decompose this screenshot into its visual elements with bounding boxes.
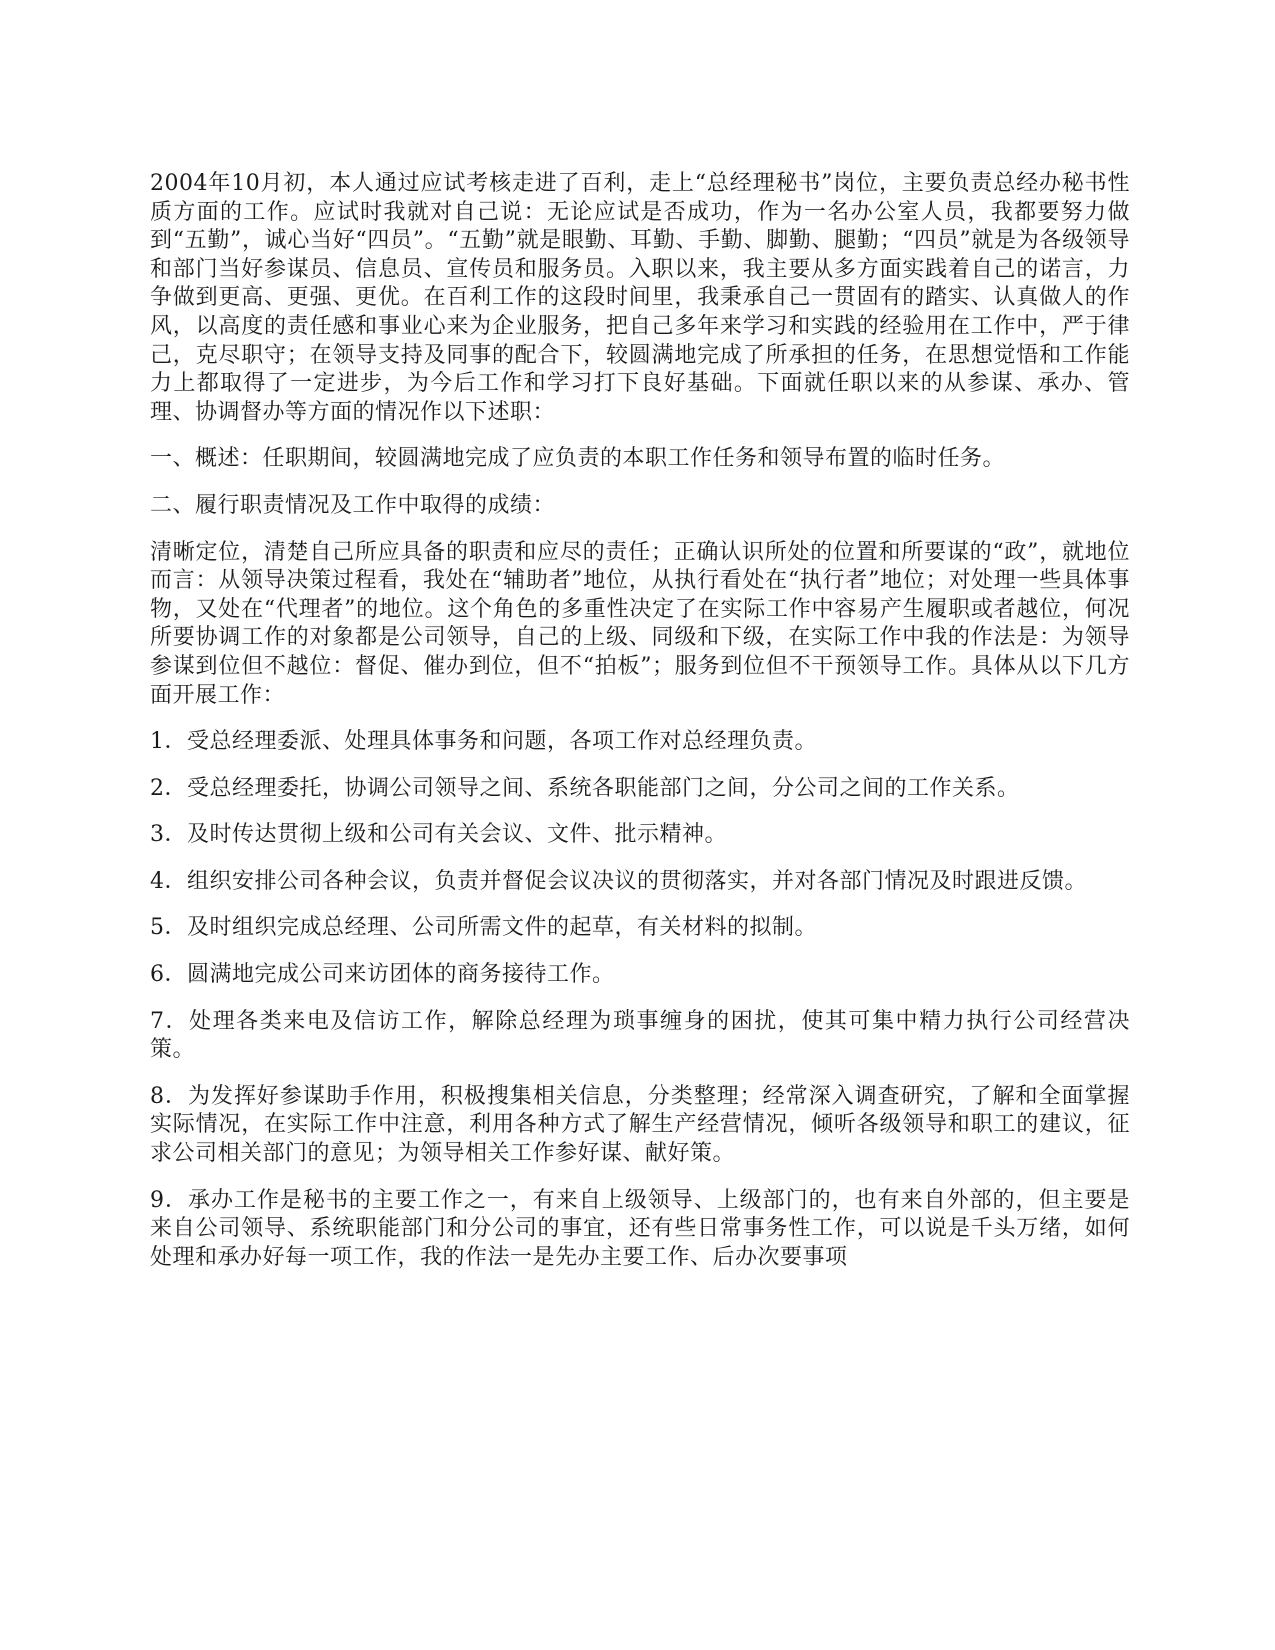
list-item: 5．及时组织完成总经理、公司所需文件的起草，有关材料的拟制。 <box>150 915 817 941</box>
list-item: 3．及时传达贯彻上级和公司有关会议、文件、批示精神。 <box>150 822 727 848</box>
paragraph-section-heading: 二、履行职责情况及工作中取得的成绩： <box>150 492 556 518</box>
list-item: 7．处理各类来电及信访工作，解除总经理为琐事缠身的困扰，使其可集中精力执行公司经营决策。 <box>150 1008 1130 1063</box>
document-body <box>150 170 1130 1290</box>
list-item: 9．承办工作是秘书的主要工作之一，有来自上级领导、上级部门的，也有来自外部的，但主要是来自公司领导、系统职能部门和分公司的事宜，还有些日常事务性工作，可以说是千头万绪，如何处理和承办好每一项工作，我的作法一是先办主要工作、后办次要事项 <box>150 1187 1130 1270</box>
list-item: 2．受总经理委托，协调公司领导之间、系统各职能部门之间，分公司之间的工作关系。 <box>150 775 1020 801</box>
paragraph-intro: 2004年10月初，本人通过应试考核走进了百利，走上“总经理秘书”岗位，主要负责总经办秘书性质方面的工作。应试时我就对自己说：无论应试是否成功，作为一名办公室人员，我都要努力做到“五勤”，诚心当好“四员”。“五勤”就是眼勤、耳勤、手勤、脚勤、腿勤；“四员”就是为各级领导和部门当好参谋员、信息员、宣传员和服务员。入职以来，我主要从多方面实践着自己的诺言，力争做到更高、更强、更优。在百利工作的这段时间里，我秉承自己一贯固有的踏实、认真做人的作风，以高度的责任感和事业心来为企业服务，把自己多年来学习和实践的经验用在工作中，严于律己，克尽职守；在领导支持及同事的配合下，较圆满地完成了所承担的任务，在思想觉悟和工作能力上都取得了一定进步，为今后工作和学习打下良好基础。下面就任职以来的从参谋、承办、管理、协调督办等方面的情况作以下述职： <box>150 171 1130 425</box>
paragraph-overview: 一、概述：任职期间，较圆满地完成了应负责的本职工作任务和领导布置的临时任务。 <box>150 446 1006 472</box>
list-item: 6．圆满地完成公司来访团体的商务接待工作。 <box>150 962 615 988</box>
paragraph-positioning: 清晰定位，清楚自己所应具备的职责和应尽的责任；正确认识所处的位置和所要谋的“政”，就地位而言：从领导决策过程看，我处在“辅助者”地位，从执行看处在“执行者”地位；对处理一些具体事物，又处在“代理者”的地位。这个角色的多重性决定了在实际工作中容易产生履职或者越位，何况所要协调工作的对象都是公司领导，自己的上级、同级和下级，在实际工作中我的作法是：为领导参谋到位但不越位：督促、催办到位，但不“拍板”；服务到位但不干预领导工作。具体从以下几方面开展工作： <box>150 539 1130 708</box>
list-item: 4．组织安排公司各种会议，负责并督促会议决议的贯彻落实，并对各部门情况及时跟进反馈。 <box>150 868 1088 894</box>
list-item: 8．为发挥好参谋助手作用，积极搜集相关信息，分类整理；经常深入调查研究，了解和全面掌握实际情况，在实际工作中注意，利用各种方式了解生产经营情况，倾听各级领导和职工的建议，征求公司相关部门的意见；为领导相关工作参好谋、献好策。 <box>150 1083 1130 1167</box>
list-item: 1．受总经理委派、处理具体事务和问题，各项工作对总经理负责。 <box>150 729 817 755</box>
